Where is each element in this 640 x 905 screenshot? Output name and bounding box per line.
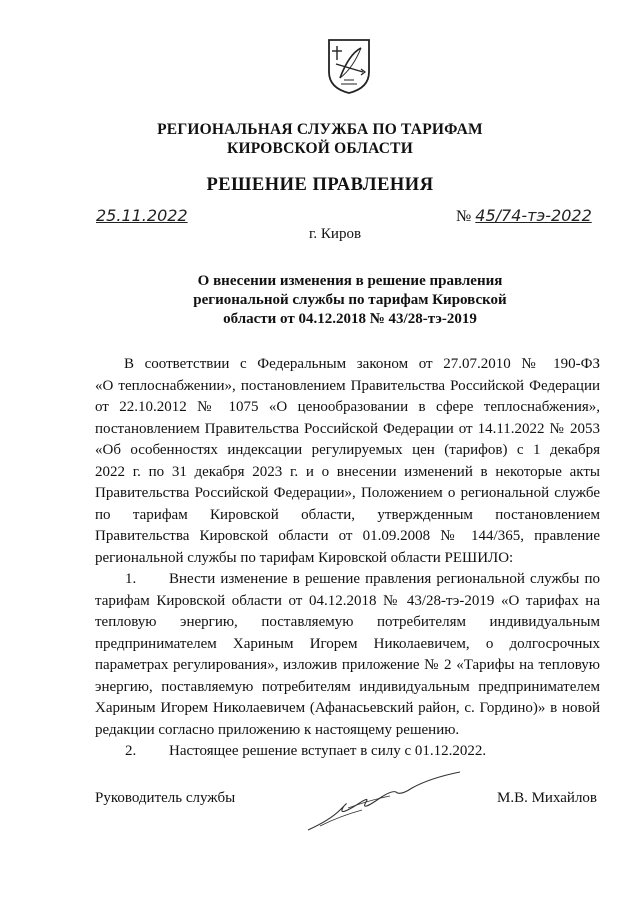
item2-line — [95, 741, 600, 763]
preamble-line: постановлением Правительства Российской Федерации от 14.11.2022 № 2053 — [95, 420, 600, 437]
document-body — [95, 354, 600, 763]
preamble-line: 2022 г. по 31 декабря 2023 г. и о внесении изменений в некоторые акты — [95, 463, 600, 480]
preamble-line: В соответствии с Федеральным законом от 27.07.2010 № 190-ФЗ — [124, 356, 600, 372]
item1-line: Внести изменение в решение правления региональной службы по — [169, 571, 600, 587]
decision-number: 45/74-тэ-2022 — [475, 206, 592, 225]
item2-text: Настоящее решение вступает в силу с 01.12.2022. — [169, 743, 487, 759]
signatory-role: Руководитель службы — [95, 790, 236, 806]
preamble-line: региональной службы по тарифам Кировской области РЕШИЛО: — [95, 549, 514, 566]
document-title — [150, 272, 550, 329]
doc-type-heading: РЕШЕНИЕ ПРАВЛЕНИЯ — [206, 175, 434, 195]
city-label: г. Киров — [308, 226, 362, 242]
preamble-line: Правительства Российской Федерации», Положением о региональной службе — [95, 485, 600, 501]
item1-line: тепловую энергию, поставляемую потребителям индивидуальным — [95, 614, 600, 630]
preamble-line: от 22.10.2012 № 1075 «О ценообразовании в сфере теплоснабжения», — [95, 399, 600, 415]
kirov-coat-of-arms-icon — [327, 38, 371, 94]
number-sign: № — [456, 208, 472, 225]
handwritten-signature — [300, 770, 470, 840]
title-line: области от 04.12.2018 № 43/28-тэ-2019 — [223, 311, 477, 327]
item1-line: энергию, поставляемую потребителям индивидуальным предпринимателем — [95, 678, 600, 695]
org-name-line1: РЕГИОНАЛЬНАЯ СЛУЖБА ПО ТАРИФАМ — [157, 121, 483, 138]
preamble-line: «Об особенностях индексации регулируемых цен (тарифов) с 1 декабря — [95, 442, 600, 458]
decision-date: 25.11.2022 — [96, 206, 188, 225]
item1-line: предпринимателем Хариным Игорем Николаевичем, о долгосрочных — [95, 635, 600, 652]
org-name-line2: КИРОВСКОЙ ОБЛАСТИ — [227, 140, 413, 157]
item2-number: 2. — [125, 743, 137, 759]
title-line: региональной службы по тарифам Кировской — [193, 292, 507, 308]
item1-line: параметрах регулирования», изложив приложение № 2 «Тарифы на тепловую — [95, 657, 600, 673]
signatory-name: М.В. Михайлов — [497, 790, 598, 806]
preamble-line: Правительства Кировской области от 01.09.2008 № 144/365, правление — [95, 528, 600, 544]
item1-line: Хариным Игорем Николаевичем (Афанасьевский район, с. Гордино)» в новой — [95, 700, 600, 716]
title-line: О внесении изменения в решение правления — [197, 273, 503, 289]
preamble-line: по тарифам Кировской области, утвержденным постановлением — [95, 506, 600, 523]
item1-line: редакции согласно приложению к настоящему решению. — [95, 721, 460, 738]
decision-number-block — [456, 206, 592, 226]
item1-first-line — [95, 569, 600, 591]
preamble-line: «О теплоснабжении», постановлением Правительства Российской Федерации — [95, 377, 600, 394]
item1-number: 1. — [125, 571, 137, 587]
item1-line: тарифам Кировской области от 04.12.2018 № 43/28-тэ-2019 «О тарифах на — [95, 592, 600, 609]
